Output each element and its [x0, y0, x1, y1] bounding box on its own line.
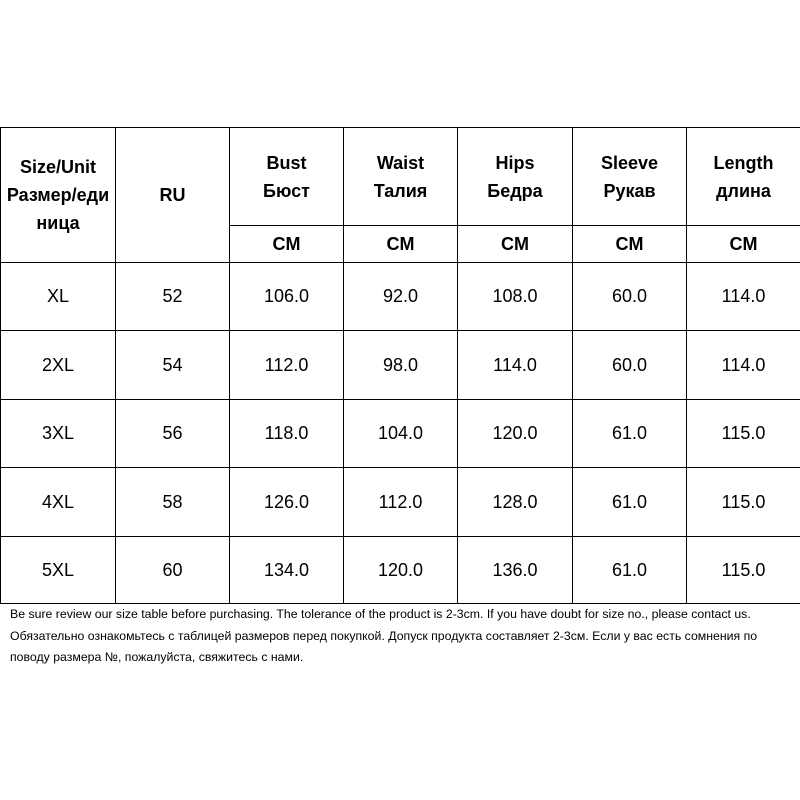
cell-sleeve: 60.0: [573, 263, 687, 331]
header-size-line-3: ница: [36, 213, 80, 233]
cell-ru: 60: [116, 537, 230, 604]
cell-bust: 112.0: [230, 331, 344, 400]
unit-bust: CM: [230, 226, 344, 263]
cell-bust: 118.0: [230, 400, 344, 468]
size-notes: [10, 604, 795, 669]
cell-ru: 56: [116, 400, 230, 468]
header-bust: [230, 128, 344, 226]
cell-bust: 134.0: [230, 537, 344, 604]
header-waist-en: Waist: [376, 152, 425, 173]
cell-size: 5XL: [1, 537, 116, 604]
table-row: [1, 537, 800, 604]
header-length-en: Length: [713, 152, 774, 173]
unit-waist: CM: [344, 226, 458, 263]
table-row: [1, 263, 800, 331]
header-bust-ru: Бюст: [263, 180, 310, 201]
table-row: [1, 400, 800, 468]
header-waist: [344, 128, 458, 226]
cell-ru: 54: [116, 331, 230, 400]
cell-ru: 58: [116, 468, 230, 537]
header-waist-ru: Талия: [373, 180, 428, 201]
cell-length: 115.0: [687, 537, 800, 604]
header-size-line-2: Размер/еди: [6, 185, 110, 205]
header-size-line-1: Size/Unit: [19, 157, 96, 177]
header-row: [1, 128, 800, 226]
header-size-unit: [1, 128, 116, 263]
cell-waist: 120.0: [344, 537, 458, 604]
cell-waist: 112.0: [344, 468, 458, 537]
cell-hips: 128.0: [458, 468, 573, 537]
cell-hips: 136.0: [458, 537, 573, 604]
header-length-ru: длина: [716, 180, 771, 201]
cell-waist: 92.0: [344, 263, 458, 331]
unit-length: CM: [687, 226, 800, 263]
cell-hips: 108.0: [458, 263, 573, 331]
header-length: [687, 128, 800, 226]
table-row: [1, 468, 800, 537]
header-sleeve-en: Sleeve: [600, 152, 659, 173]
cell-length: 115.0: [687, 400, 800, 468]
cell-sleeve: 61.0: [573, 468, 687, 537]
cell-sleeve: 61.0: [573, 400, 687, 468]
header-sleeve-ru: Рукав: [603, 180, 656, 201]
cell-waist: 104.0: [344, 400, 458, 468]
cell-size: XL: [1, 263, 116, 331]
size-table: [0, 127, 800, 604]
header-ru: RU: [116, 128, 230, 263]
header-hips: [458, 128, 573, 226]
cell-hips: 114.0: [458, 331, 573, 400]
cell-size: 4XL: [1, 468, 116, 537]
header-sleeve: [573, 128, 687, 226]
cell-length: 114.0: [687, 331, 800, 400]
header-bust-en: Bust: [266, 152, 307, 173]
cell-length: 114.0: [687, 263, 800, 331]
note-english: Be sure review our size table before purchasing. The tolerance of the product is 2-3cm. If you have doubt for size no., please contact us.: [10, 607, 751, 621]
table-row: [1, 331, 800, 400]
cell-size: 2XL: [1, 331, 116, 400]
cell-size: 3XL: [1, 400, 116, 468]
cell-waist: 98.0: [344, 331, 458, 400]
cell-bust: 126.0: [230, 468, 344, 537]
cell-ru: 52: [116, 263, 230, 331]
note-russian: Обязательно ознакомьтесь с таблицей размеров перед покупкой. Допуск продукта составляет 2-3см. Если у вас есть сомнения по поводу размера №, пожалуйста, свяжитесь с нами.: [10, 628, 758, 664]
cell-hips: 120.0: [458, 400, 573, 468]
header-hips-en: Hips: [495, 152, 535, 173]
cell-bust: 106.0: [230, 263, 344, 331]
cell-length: 115.0: [687, 468, 800, 537]
unit-hips: CM: [458, 226, 573, 263]
cell-sleeve: 61.0: [573, 537, 687, 604]
unit-sleeve: CM: [573, 226, 687, 263]
cell-sleeve: 60.0: [573, 331, 687, 400]
header-hips-ru: Бедра: [487, 180, 543, 201]
